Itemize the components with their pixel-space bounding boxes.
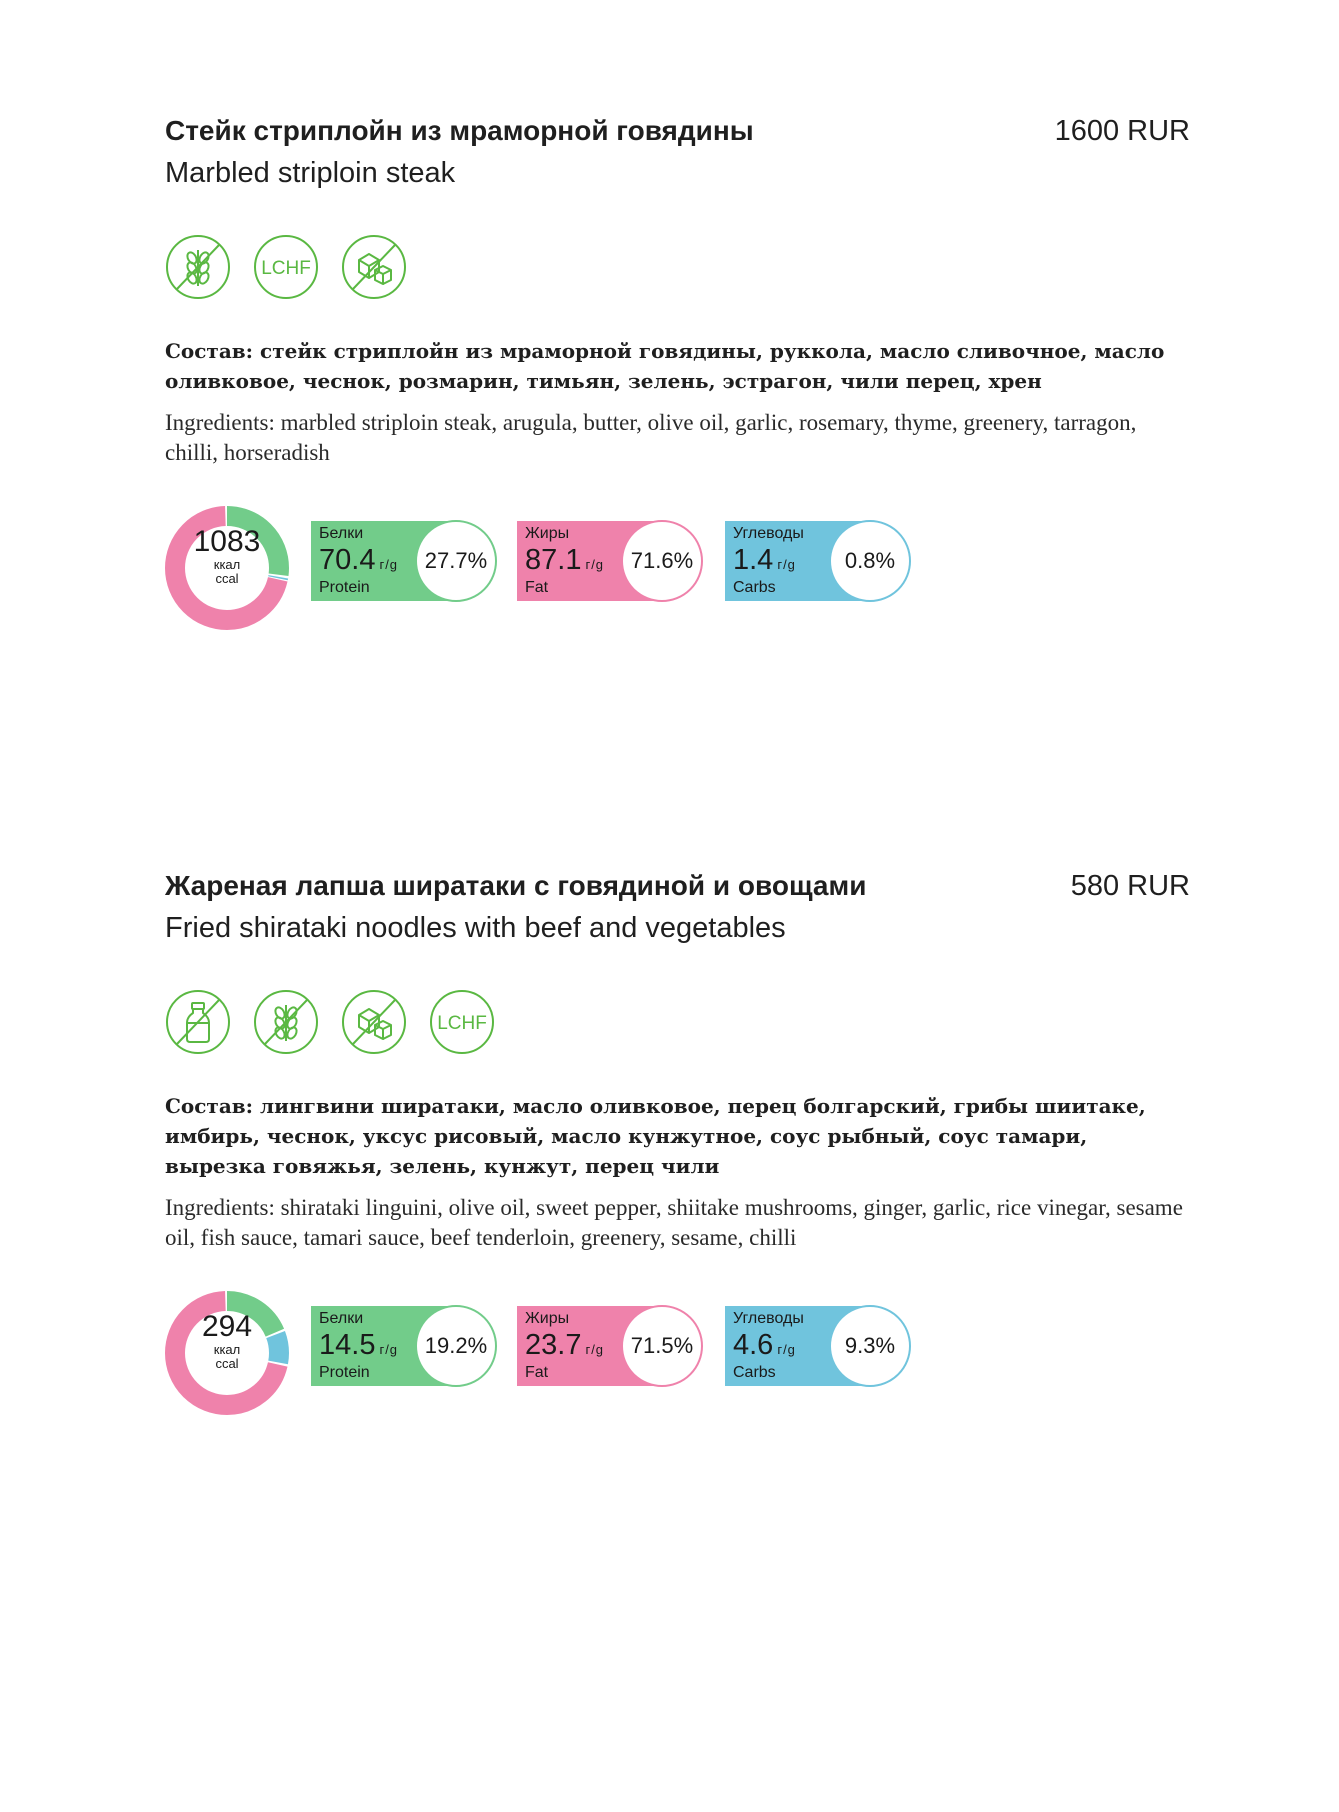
fat-badge bbox=[517, 520, 703, 602]
dish-card bbox=[165, 115, 1190, 636]
svg-text:LCHF: LCHF bbox=[261, 258, 311, 279]
protein-unit: г/g bbox=[379, 557, 399, 572]
nutrition-panel bbox=[165, 1291, 1190, 1421]
dish-price: 1600 RUR bbox=[1054, 115, 1190, 147]
no-gluten-icon bbox=[165, 234, 231, 300]
kcal-value: 294 bbox=[201, 1310, 253, 1343]
dish-price: 580 RUR bbox=[1070, 870, 1190, 902]
kcal-unit-ru: ккал bbox=[213, 1342, 241, 1357]
svg-text:LCHF: LCHF bbox=[437, 1013, 487, 1034]
protein-label-ru: Белки bbox=[319, 1310, 364, 1327]
fat-unit: г/g bbox=[585, 1342, 605, 1357]
carbs-unit: г/g bbox=[777, 1342, 796, 1357]
no-gluten-icon bbox=[253, 989, 319, 1055]
carbs-value bbox=[733, 544, 796, 577]
carbs-label-ru: Углеводы bbox=[733, 525, 804, 542]
fat-unit: г/g bbox=[585, 557, 605, 572]
calorie-readout bbox=[165, 526, 289, 586]
protein-badge bbox=[311, 520, 497, 602]
fat-label-ru: Жиры bbox=[525, 525, 570, 542]
protein-percent: 27.7% bbox=[415, 520, 497, 602]
calorie-donut bbox=[165, 1291, 289, 1415]
composition-ru: Состав: стейк стриплойн из мраморной говядины, руккола, масло сливочное, масло оливковое, чеснок, розмарин, тимьян, зелень, эстрагон, чили перец, хрен bbox=[165, 339, 1165, 393]
diet-icons bbox=[165, 989, 1190, 1055]
fat-label-en: Fat bbox=[525, 579, 549, 596]
carbs-label-en: Carbs bbox=[733, 579, 776, 596]
protein-grams: 14.5 bbox=[319, 1329, 376, 1361]
calorie-donut bbox=[165, 506, 289, 630]
calorie-readout bbox=[165, 1311, 289, 1371]
protein-value bbox=[319, 1329, 398, 1362]
dish-title-ru: Стейк стриплойн из мраморной говядины bbox=[165, 115, 754, 146]
fat-value bbox=[525, 1329, 604, 1362]
protein-label-en: Protein bbox=[319, 579, 370, 596]
dish-header bbox=[165, 870, 1190, 910]
protein-value bbox=[319, 544, 398, 577]
dish-card bbox=[165, 870, 1190, 1421]
no-sugar-icon bbox=[341, 234, 407, 300]
carbs-unit: г/g bbox=[777, 557, 796, 572]
protein-percent: 19.2% bbox=[415, 1305, 497, 1387]
fat-percent: 71.6% bbox=[621, 520, 703, 602]
carbs-grams: 4.6 bbox=[733, 1329, 774, 1361]
dish-title-en: Fried shirataki noodles with beef and vegetables bbox=[165, 912, 786, 944]
protein-label-ru: Белки bbox=[319, 525, 364, 542]
dish-title-ru: Жареная лапша ширатаки с говядиной и овощами bbox=[165, 870, 867, 901]
fat-label-en: Fat bbox=[525, 1364, 549, 1381]
carbs-percent: 0.8% bbox=[829, 520, 911, 602]
lchf-icon bbox=[429, 989, 495, 1055]
fat-badge bbox=[517, 1305, 703, 1387]
carbs-value bbox=[733, 1329, 796, 1362]
diet-icons bbox=[165, 234, 1190, 300]
carbs-percent: 9.3% bbox=[829, 1305, 911, 1387]
kcal-value: 1083 bbox=[193, 525, 261, 558]
carbs-label-ru: Углеводы bbox=[733, 1310, 804, 1327]
carbs-badge bbox=[725, 1305, 911, 1387]
carbs-label-en: Carbs bbox=[733, 1364, 776, 1381]
fat-percent: 71.5% bbox=[621, 1305, 703, 1387]
ingredients-en: Ingredients: marbled striploin steak, arugula, butter, olive oil, garlic, rosemary, thyme, greenery, tarragon, chilli, horseradish bbox=[165, 410, 1137, 465]
dish-title-en: Marbled striploin steak bbox=[165, 157, 456, 189]
ingredients-en: Ingredients: shirataki linguini, olive oil, sweet pepper, shiitake mushrooms, ginger, garlic, rice vinegar, sesame oil, fish sauce, tamari sauce, beef tenderloin, greenery, sesame, chilli bbox=[165, 1195, 1183, 1250]
protein-grams: 70.4 bbox=[319, 544, 376, 576]
protein-badge bbox=[311, 1305, 497, 1387]
no-sugar-icon bbox=[341, 989, 407, 1055]
carbs-badge bbox=[725, 520, 911, 602]
lchf-icon bbox=[253, 234, 319, 300]
kcal-unit-ru: ккал bbox=[213, 557, 241, 572]
kcal-unit-en: ccal bbox=[215, 1356, 239, 1371]
composition-ru: Состав: лингвини ширатаки, масло оливковое, перец болгарский, грибы шиитаке, имбирь, чеснок, уксус рисовый, масло кунжутное, соус рыбный, соус тамари, вырезка говяжья, зелень, кунжут, перец чили bbox=[165, 1094, 1146, 1178]
protein-unit: г/g bbox=[379, 1342, 399, 1357]
kcal-unit-en: ccal bbox=[215, 571, 239, 586]
fat-grams: 87.1 bbox=[525, 544, 582, 576]
no-lactose-icon bbox=[165, 989, 231, 1055]
nutrition-panel bbox=[165, 506, 1190, 636]
fat-label-ru: Жиры bbox=[525, 1310, 570, 1327]
fat-grams: 23.7 bbox=[525, 1329, 582, 1361]
carbs-grams: 1.4 bbox=[733, 544, 774, 576]
dish-header bbox=[165, 115, 1190, 155]
fat-value bbox=[525, 544, 604, 577]
protein-label-en: Protein bbox=[319, 1364, 370, 1381]
